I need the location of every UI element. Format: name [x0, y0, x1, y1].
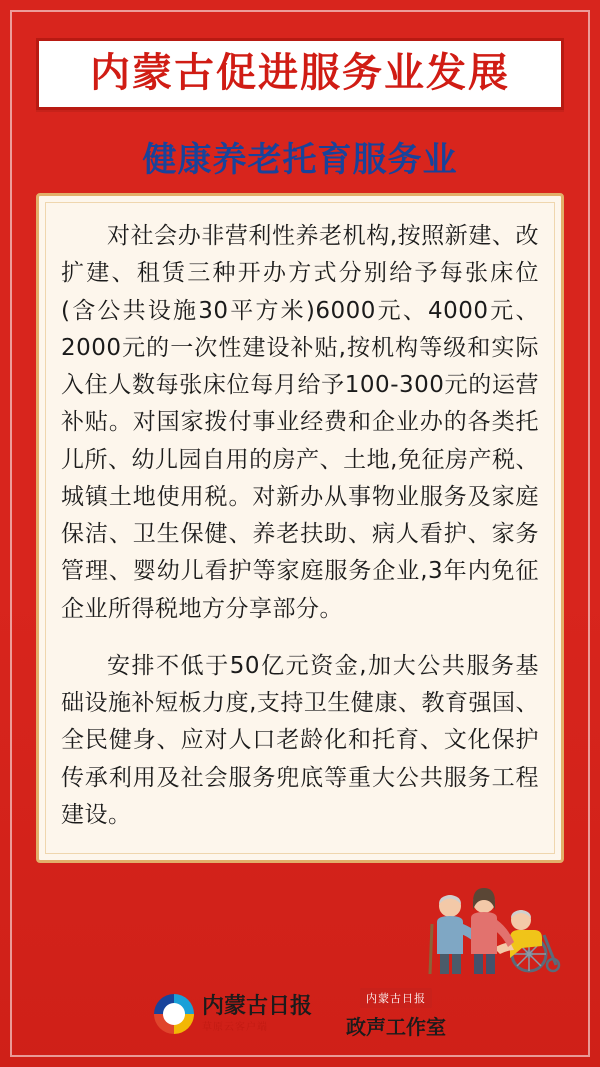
subtitle: 健康养老托育服务业	[142, 140, 458, 180]
logo-zhengsheng-studio	[346, 988, 446, 1040]
body-paragraph-1: 对社会办非营利性养老机构,按照新建、改扩建、租赁三种开办方式分别给予每张床位(含公共设施30平方米)6000元、4000元、2000元的一次性建设补贴,按机构等级和实际入住人数每张床位每月给予100-300元的运营补贴。对国家拨付事业经费和企业办的各类托儿所、幼儿园自用的房产、土地,免征房产税、城镇土地使用税。对新办从事物业服务及家庭保洁、卫生保健、养老扶助、病人看护、家务管理、婴幼儿看护等家庭服务企业,3年内免征企业所得税地方分享部分。	[61, 223, 539, 622]
elderly-care-illustration	[422, 880, 572, 975]
logo-secondary-top: 内蒙古日报	[360, 988, 432, 1008]
page-title: 内蒙古促进服务业发展	[90, 50, 510, 96]
footer	[0, 979, 600, 1049]
body-paragraph-2: 安排不低于50亿元资金,加大公共服务基础设施补短板力度,支持卫生健康、教育强国、全民健身、应对人口老龄化和托育、文化保护传承利用及社会服务兜底等重大公共服务工程建设。	[61, 652, 539, 828]
logo-inner-mongolia-daily	[154, 994, 312, 1034]
subtitle-container	[36, 132, 564, 181]
header-banner	[36, 38, 564, 110]
logo-secondary-name: 政声工作室	[346, 1015, 446, 1039]
logo-primary-name: 内蒙古日报	[201, 993, 312, 1019]
content-card	[36, 193, 564, 863]
logo-row	[0, 979, 600, 1049]
daily-logo-icon	[154, 994, 194, 1034]
logo-primary-sub: 草原云客户端	[201, 1022, 268, 1034]
